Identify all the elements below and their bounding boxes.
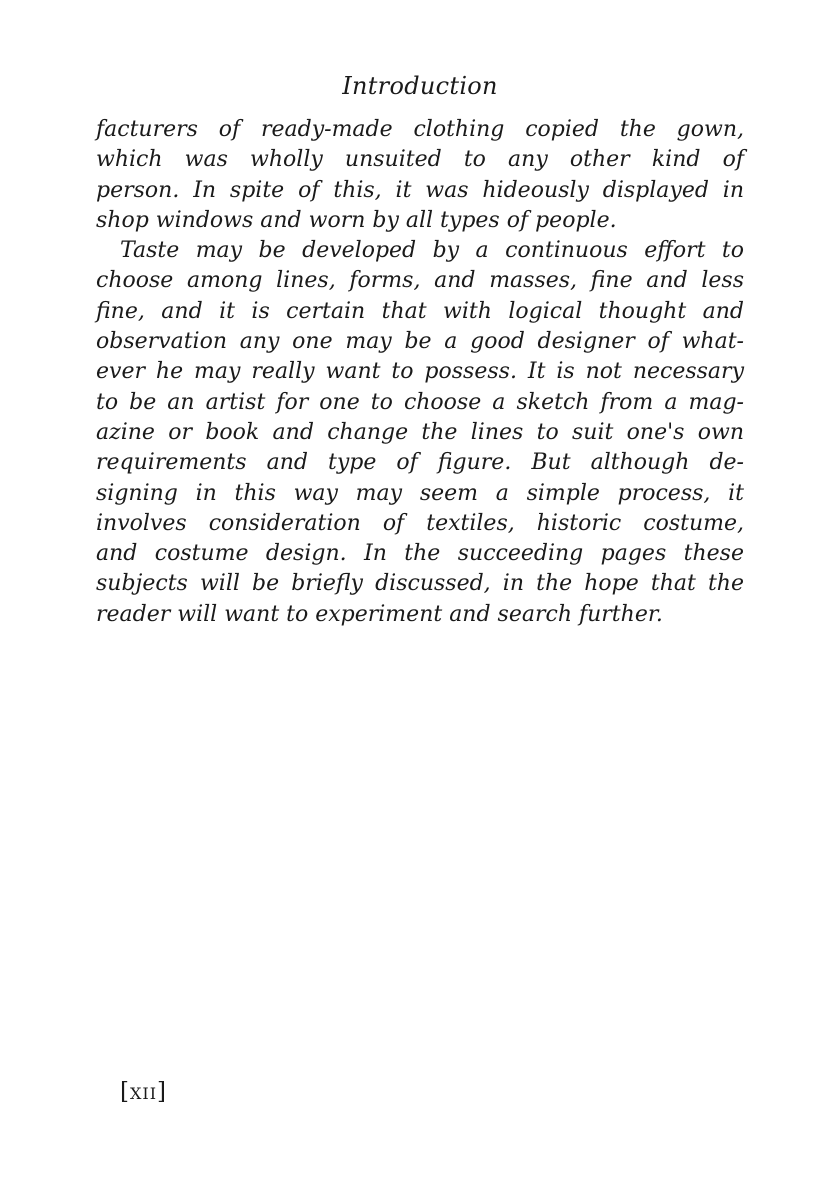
- text-line: observation any one may be a good designer of what-: [96, 329, 744, 355]
- text-line: reader will want to experiment and search further.: [96, 601, 663, 627]
- text-line: to be an artist for one to choose a sketch from a mag-: [96, 389, 744, 415]
- running-head: Introduction: [342, 72, 498, 100]
- text-line: ever he may really want to possess. It is not necessary: [96, 359, 744, 385]
- text-line: subjects will be briefly discussed, in the hope that the: [96, 571, 744, 597]
- text-line: involves consideration of textiles, historic costume,: [96, 510, 744, 536]
- text-line: choose among lines, forms, and masses, fine and less: [96, 268, 744, 294]
- text-line: requirements and type of figure. But although de-: [96, 450, 744, 476]
- paragraph-first-line: Taste may be developed by a continuous effort to: [120, 238, 744, 264]
- text-line: facturers of ready-made clothing copied the gown,: [96, 117, 744, 142]
- body-text: [96, 115, 744, 630]
- text-line: person. In spite of this, it was hideously displayed in: [96, 177, 744, 203]
- page-number: [120, 1077, 167, 1107]
- folio-numeral: xii: [129, 1079, 158, 1105]
- text-line: shop windows and worn by all types of people.: [96, 207, 617, 233]
- text-line: signing in this way may seem a simple process, it: [96, 480, 744, 506]
- text-line: which was wholly unsuited to any other kind of: [96, 147, 744, 173]
- text-line: azine or book and change the lines to suit one's own: [96, 419, 744, 445]
- text-line: fine, and it is certain that with logical thought and: [96, 298, 744, 324]
- folio-close-bracket: ]: [157, 1079, 167, 1105]
- folio-open-bracket: [: [120, 1079, 130, 1105]
- text-line: and costume design. In the succeeding pages these: [96, 541, 744, 567]
